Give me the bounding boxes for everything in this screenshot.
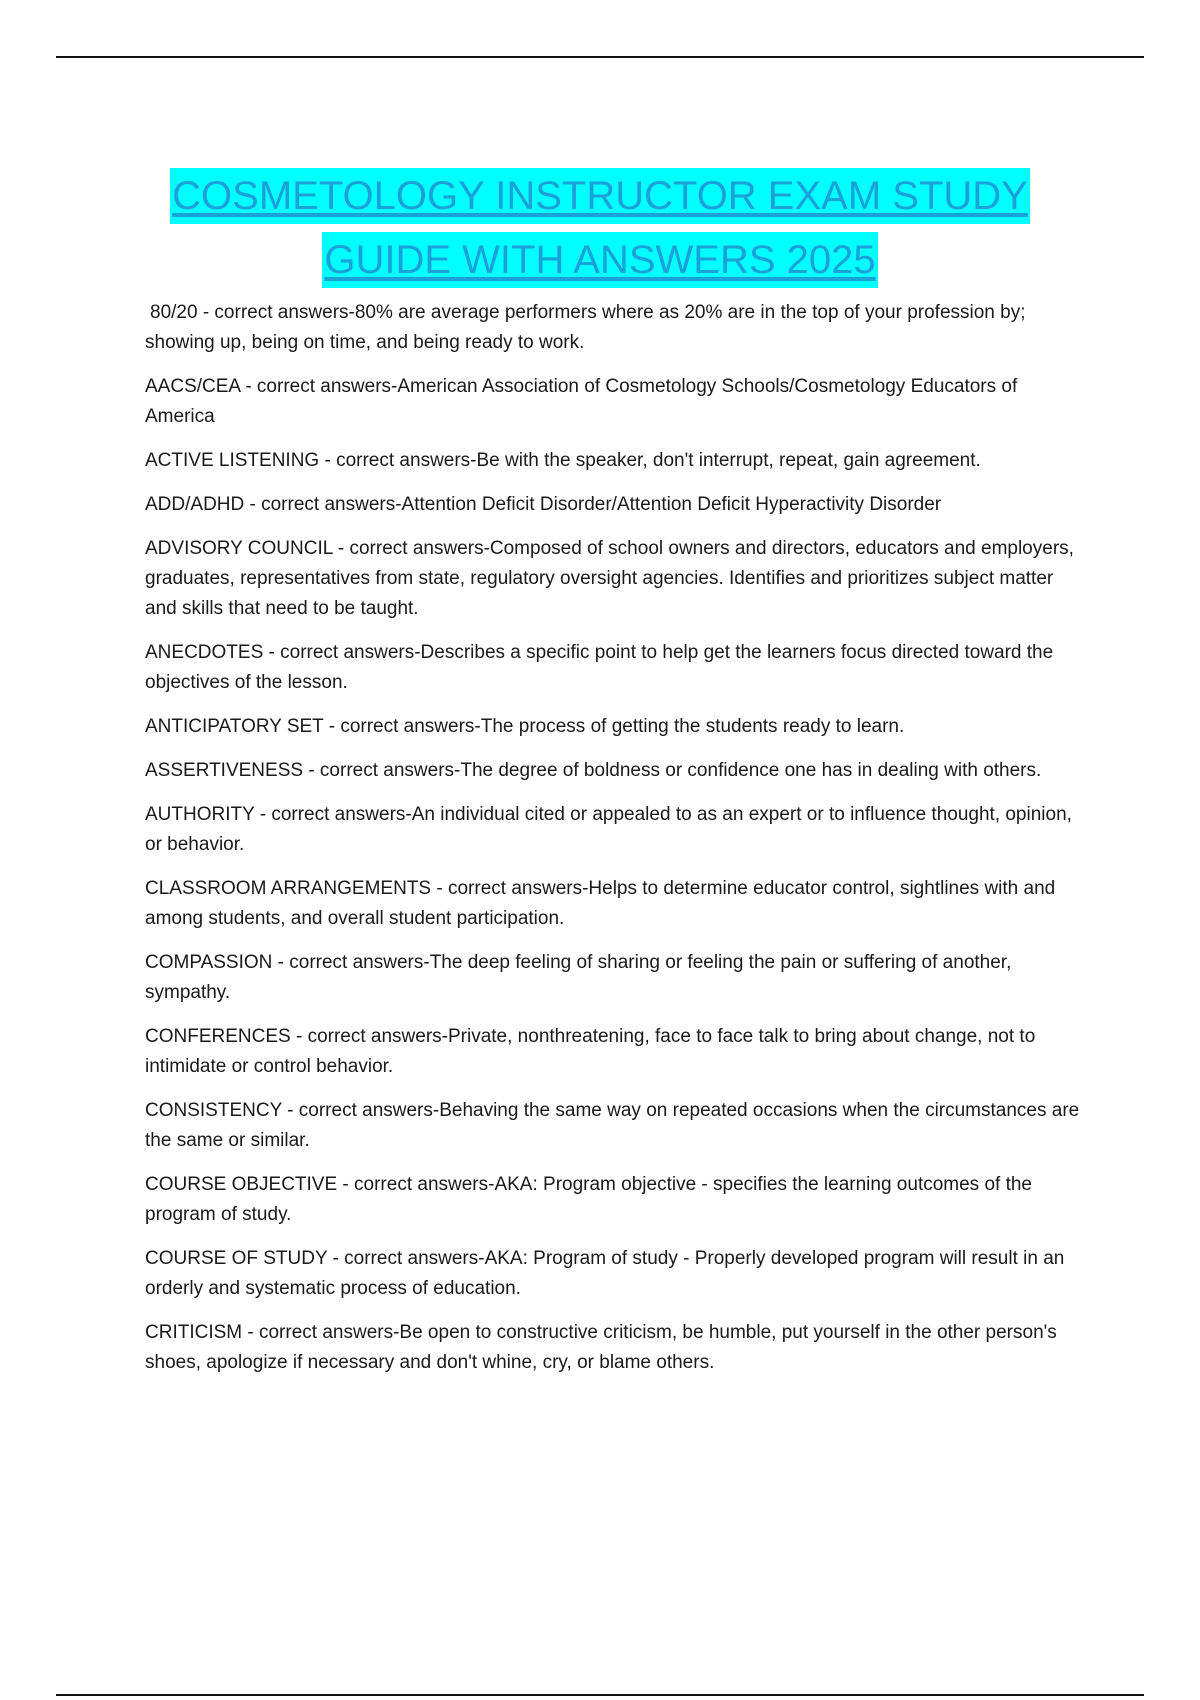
glossary-entry: ADD/ADHD - correct answers-Attention Deficit Disorder/Attention Deficit Hyperactivity Disorder	[145, 494, 942, 515]
glossary-entry: ANECDOTES - correct answers-Describes a specific point to help get the learners focus directed toward the objectives of the lesson.	[145, 642, 1054, 693]
document-title	[60, 168, 1140, 296]
glossary-entry: ANTICIPATORY SET - correct answers-The process of getting the students ready to learn.	[145, 716, 905, 737]
glossary-entry: ASSERTIVENESS - correct answers-The degree of boldness or confidence one has in dealing with others.	[145, 760, 1042, 781]
glossary-entry: AUTHORITY - correct answers-An individual cited or appealed to as an expert or to influence thought, opinion, or behavior.	[145, 804, 1072, 855]
glossary-entry: COURSE OF STUDY - correct answers-AKA: Program of study - Properly developed program will result in an orderly and systematic process of education.	[145, 1248, 1065, 1299]
glossary-entry: ACTIVE LISTENING - correct answers-Be with the speaker, don't interrupt, repeat, gain agreement.	[145, 450, 981, 471]
top-rule	[56, 56, 1144, 58]
glossary-entry: CONFERENCES - correct answers-Private, nonthreatening, face to face talk to bring about change, not to intimidate or control behavior.	[145, 1026, 1036, 1077]
glossary-entries	[145, 298, 1090, 1392]
glossary-entry: AACS/CEA - correct answers-American Association of Cosmetology Schools/Cosmetology Educators of America	[145, 376, 1018, 427]
bottom-rule	[56, 1694, 1144, 1696]
glossary-entry: CONSISTENCY - correct answers-Behaving the same way on repeated occasions when the circumstances are the same or similar.	[145, 1100, 1080, 1151]
glossary-entry: CRITICISM - correct answers-Be open to constructive criticism, be humble, put yourself in the other person's shoes, apologize if necessary and don't whine, cry, or blame others.	[145, 1322, 1057, 1373]
title-line-2: GUIDE WITH ANSWERS 2025	[322, 232, 877, 288]
title-line-1: COSMETOLOGY INSTRUCTOR EXAM STUDY	[170, 168, 1030, 224]
glossary-entry: ADVISORY COUNCIL - correct answers-Composed of school owners and directors, educators and employers, graduates, representatives from state, regulatory oversight agencies. Identifies and prioritizes subject matter and skills that need to be taught.	[145, 538, 1074, 619]
glossary-entry: COURSE OBJECTIVE - correct answers-AKA: Program objective - specifies the learning outcomes of the program of study.	[145, 1174, 1032, 1225]
glossary-entry: 80/20 - correct answers-80% are average performers where as 20% are in the top of your profession by; showing up, being on time, and being ready to work.	[145, 302, 1026, 353]
glossary-entry: CLASSROOM ARRANGEMENTS - correct answers-Helps to determine educator control, sightlines with and among students, and overall student participation.	[145, 878, 1056, 929]
glossary-entry: COMPASSION - correct answers-The deep feeling of sharing or feeling the pain or suffering of another, sympathy.	[145, 952, 1012, 1003]
